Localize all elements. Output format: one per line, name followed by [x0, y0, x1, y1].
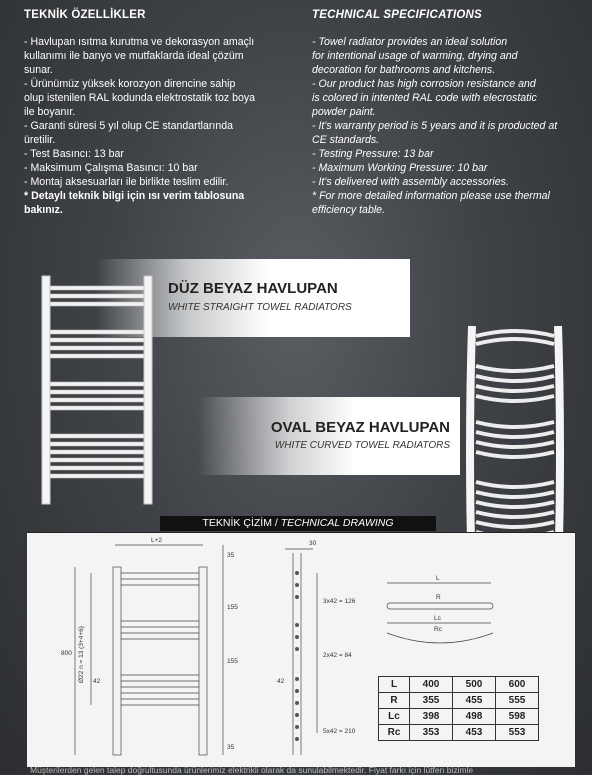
table-cell: 455 [453, 693, 496, 709]
table-row [379, 677, 539, 693]
dim-l: L [436, 575, 440, 582]
dim-width: L+2 [151, 537, 163, 544]
dim-top-offset: 35 [227, 552, 235, 559]
spec-line: - Garanti süresi 5 yıl olup CE standartlarında [24, 120, 234, 132]
spec-line: for intentional usage of warming, drying and [312, 50, 518, 62]
spec-line: - It's warranty period is 5 years and it is producted at [312, 120, 558, 132]
dim-s3: 42 [277, 678, 285, 685]
dim-gap1: 155 [227, 604, 238, 611]
specs-turkish [24, 8, 296, 217]
spec-note: bakınız. [24, 204, 63, 216]
spec-line: sunar. [24, 64, 53, 76]
spec-line: - It's delivered with assembly accessories. [312, 176, 509, 188]
specs-title-tr: TEKNİK ÖZELLİKLER [24, 9, 146, 21]
table-row [379, 693, 539, 709]
dim-side-depth: 30 [309, 540, 317, 547]
dim-lc: Lc [434, 615, 441, 622]
curved-radiator-title: OVAL BEYAZ HAVLUPAN [270, 419, 450, 436]
spec-line: üretilir. [24, 134, 56, 146]
spec-line: - Towel radiator provides an ideal solution [312, 36, 508, 48]
specs-english [312, 8, 584, 217]
table-cell: 600 [496, 677, 539, 693]
dim-s1: 3x42 = 126 [323, 598, 356, 605]
dim-bottom-offset: 35 [227, 744, 235, 751]
spec-line: efficiency table. [312, 204, 386, 216]
table-cell: 453 [453, 725, 496, 741]
dim-height: 800 [61, 650, 72, 657]
table-cell: 400 [410, 677, 453, 693]
dim-rc: Rc [434, 626, 442, 633]
specs-title-en: TECHNICAL SPECIFICATIONS [312, 9, 482, 21]
dim-s2: 2x42 = 84 [323, 652, 352, 659]
spec-line: CE standards. [312, 134, 380, 146]
table-cell: 498 [453, 709, 496, 725]
dimension-table [378, 676, 539, 741]
technical-drawing-title-en: TECHNICAL DRAWING [280, 517, 394, 529]
spec-line: - Ürünümüz yüksek korozyon direncine sahip [24, 78, 236, 90]
curved-radiator-banner [198, 397, 460, 475]
spec-line: is colored in intented RAL code with elecrostatic [312, 92, 537, 104]
technical-drawing-header [160, 516, 436, 531]
straight-radiator-subtitle: WHITE STRAIGHT TOWEL RADIATORS [168, 302, 352, 313]
table-cell: 355 [410, 693, 453, 709]
spec-line: - Maximum Working Pressure: 10 bar [312, 162, 488, 174]
spec-line: - Maksimum Çalışma Basıncı: 10 bar [24, 162, 198, 174]
spec-note: * Detaylı teknik bilgi için ısı verim tablosuna [24, 190, 245, 202]
spec-line: * For more detailed information please use thermal [312, 190, 550, 202]
dim-r: R [436, 594, 441, 601]
table-cell: 598 [496, 709, 539, 725]
straight-radiator-title: DÜZ BEYAZ HAVLUPAN [168, 280, 338, 297]
dim-s4: 5x42 = 210 [323, 728, 356, 735]
row-label: Rc [379, 725, 410, 741]
row-label: L [379, 677, 410, 693]
dim-tube-pitch: 42 [93, 678, 101, 685]
spec-line: ile boyanır. [24, 106, 76, 118]
table-row [379, 709, 539, 725]
row-label: Lc [379, 709, 410, 725]
curved-radiator-subtitle: WHITE CURVED TOWEL RADIATORS [274, 440, 450, 451]
row-label: R [379, 693, 410, 709]
table-cell: 353 [410, 725, 453, 741]
spec-line: - Test Basıncı: 13 bar [24, 148, 124, 160]
spec-line: - Havlupan ısıtma kurutma ve dekorasyon amaçlı [24, 36, 255, 48]
table-cell: 555 [496, 693, 539, 709]
spec-line: decoration for bathrooms and kitchens. [312, 64, 496, 76]
technical-drawing-title-tr: TEKNİK ÇİZİM / [202, 517, 281, 529]
spec-line: - Testing Pressure: 13 bar [312, 148, 434, 160]
footer-note: Müşterilerden gelen talep doğrultusunda ürünlerimiz elektrikli olarak da sunulabilmektedir. Fiyat farkı için lütfen bizimle [30, 765, 474, 775]
spec-line: powder paint. [312, 106, 376, 118]
spec-line: - Our product has high corrosion resistance and [312, 78, 536, 90]
table-cell: 500 [453, 677, 496, 693]
dim-gap2: 155 [227, 658, 238, 665]
straight-radiator-image [40, 274, 156, 506]
dim-tubes: Ø22 n = 13 (3+4+6) [78, 626, 85, 683]
spec-line: - Montaj aksesuarları ile birlikte teslim edilir. [24, 176, 229, 188]
table-row [379, 725, 539, 741]
spec-line: kullanımı ile banyo ve mutfaklarda ideal çözüm [24, 50, 244, 62]
spec-line: olup istenilen RAL kodunda elektrostatik toz boya [24, 92, 256, 104]
table-cell: 553 [496, 725, 539, 741]
table-cell: 398 [410, 709, 453, 725]
